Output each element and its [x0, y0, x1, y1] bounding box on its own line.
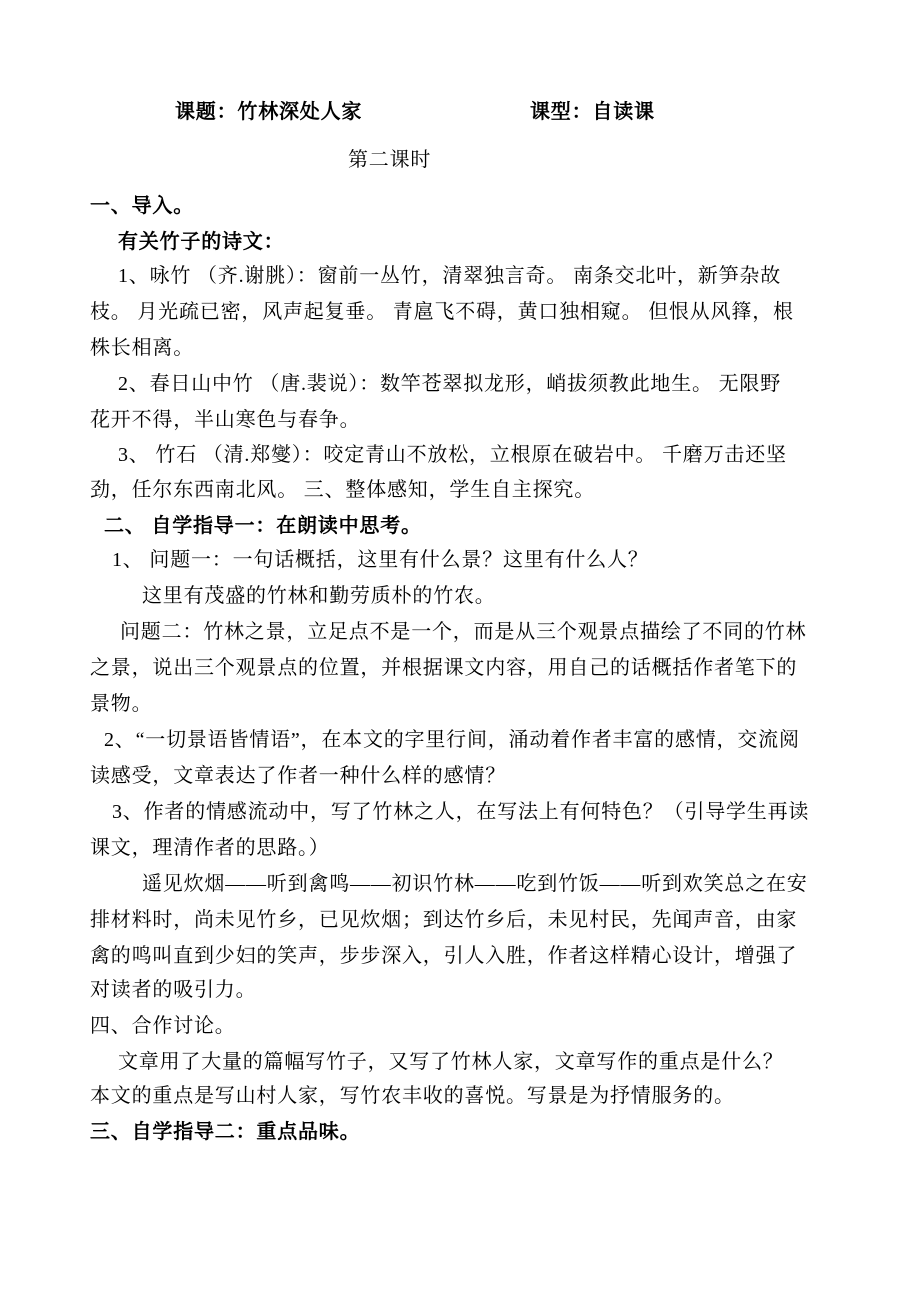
section-heading: 一、导入。: [90, 195, 194, 217]
text-line: 问题二：竹林之景，立足点不是一个，而是从三个观景点描绘了不同的竹林: [120, 621, 807, 643]
text-line: 排材料时，尚未见竹乡，已见炊烟；到达竹乡后，未见村民，先闻声音，由家: [90, 909, 798, 931]
text-line: 禽的鸣叫直到少妇的笑声，步步深入，引人入胜，作者这样精心设计，增强了: [90, 945, 798, 967]
text-line: 花开不得，半山寒色与春争。: [90, 409, 361, 431]
text-line: 2、春日山中竹 （唐.裴说）：数竿苍翠拟龙形，峭拔须教此地生。 无限野: [118, 373, 781, 395]
text-line: 3、作者的情感流动中，写了竹林之人，在写法上有何特色？（引导学生再读: [112, 801, 810, 823]
section-heading: 三、自学指导二：重点品味。: [90, 1121, 361, 1143]
text-line: 1、 问题一：一句话概括，这里有什么景？这里有什么人？: [112, 549, 649, 571]
section-heading: 有关竹子的诗文：: [118, 231, 285, 253]
text-line: 课文，理清作者的思路。）: [90, 837, 330, 859]
lesson-topic: 课题：竹林深处人家: [175, 101, 363, 123]
text-line: 3、 竹石 （清.郑燮）：咬定青山不放松，立根原在破岩中。 千磨万击还坚: [118, 444, 787, 466]
text-line: 对读者的吸引力。: [90, 979, 257, 1001]
text-line: 之景，说出三个观景点的位置，并根据课文内容，用自己的话概括作者笔下的: [90, 657, 798, 679]
lesson-type: 课型：自读课: [530, 101, 655, 123]
section-heading: 二、 自学指导一：在朗读中思考。: [104, 515, 422, 537]
text-line: 本文的重点是写山村人家，写竹农丰收的喜悦。写景是为抒情服务的。: [90, 1085, 735, 1107]
text-line: 1、咏竹 （齐.谢朓）：窗前一丛竹，清翠独言奇。 南条交北叶，新笋杂故: [118, 265, 781, 287]
text-line: 株长相离。: [90, 337, 194, 359]
text-line: 劲，任尔东西南北风。 三、整体感知，学生自主探究。: [90, 479, 595, 501]
text-line: 枝。 月光疏已密，风声起复垂。 青扈飞不碍，黄口独相窥。 但恨从风箨，根: [90, 301, 794, 323]
text-line: 四、合作讨论。: [90, 1015, 236, 1037]
text-line: 2、“一切景语皆情语”，在本文的字里行间，涌动着作者丰富的感情，交流阅: [104, 729, 800, 751]
text-line: 读感受，文章表达了作者一种什么样的感情？: [90, 765, 506, 787]
text-line: 这里有茂盛的竹林和勤劳质朴的竹农。: [142, 585, 496, 607]
text-line: 景物。: [90, 693, 153, 715]
text-line: 遥见炊烟——听到禽鸣——初识竹林——吃到竹饭——听到欢笑总之在安: [142, 873, 808, 895]
lesson-session: 第二课时: [348, 149, 432, 171]
text-line: 文章用了大量的篇幅写竹子，又写了竹林人家，文章写作的重点是什么？: [118, 1051, 784, 1073]
